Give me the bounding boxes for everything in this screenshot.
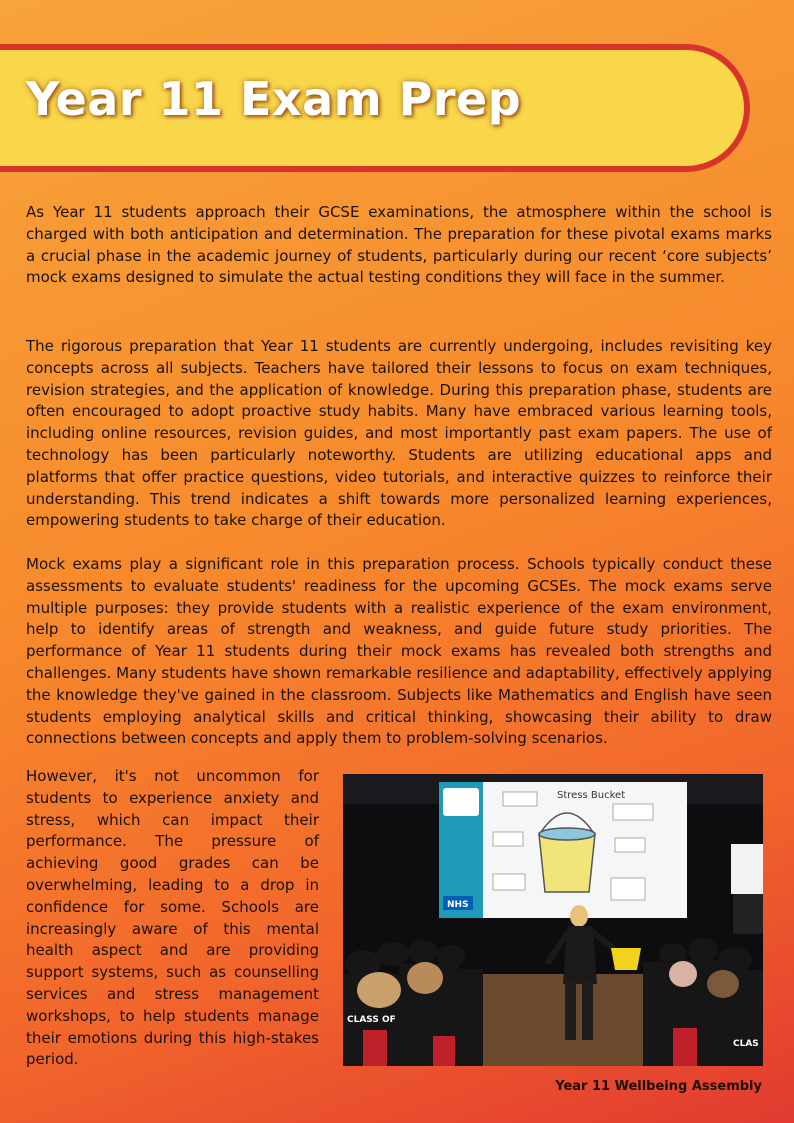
page-title: Year 11 Exam Prep — [26, 72, 522, 126]
svg-text:CLAS: CLAS — [733, 1039, 759, 1049]
article-paragraph: The rigorous preparation that Year 11 students are currently undergoing, includes revisiting key concepts across all subjects. Teachers have tailored their lessons to focus on exam techniques, revision strategies, and the application of knowledge. During this preparation phase, students are often encouraged to adopt proactive study habits. Many have embraced various learning tools, including online resources, revision guides, and most importantly past exam papers. The use of technology has been particularly noteworthy. Students are utilizing educational apps and platforms that offer practice questions, video tutorials, and interactive quizzes to reinforce their understanding. This trend indicates a shift towards more personalized learning experiences, empowering students to take charge of their education. — [26, 337, 772, 530]
slide-title: Stress Bucket — [557, 790, 626, 801]
article-paragraph: However, it's not uncommon for students to experience anxiety and stress, which can impact their performance. The pressure of achieving good grades can be overwhelming, leading to a drop in confidence for some. Schools are increasingly aware of this mental health aspect and are providing support systems, such as counselling services and stress management workshops, to help students manage their emotions during this high-stakes period. — [26, 767, 319, 1069]
article-paragraph: As Year 11 students approach their GCSE examinations, the atmosphere within the school is charged with both anticipation and determination. The preparation for these pivotal exams marks a crucial phase in the academic journey of students, particularly during our recent ‘core subjects’ mock exams designed to simulate the actual testing conditions they will face in the summer. — [26, 203, 772, 287]
photo-caption: Year 11 Wellbeing Assembly — [555, 1079, 762, 1094]
assembly-photo-illustration — [343, 774, 763, 1066]
assembly-photo — [343, 774, 763, 1066]
svg-text:CLASS OF: CLASS OF — [347, 1015, 396, 1025]
article-paragraph: Mock exams play a significant role in this preparation process. Schools typically conduct these assessments to evaluate students' readiness for the upcoming GCSEs. The mock exams serve multiple purposes: they provide students with a realistic experience of the exam environment, help to identify areas of strength and weakness, and guide future study priorities. The performance of Year 11 students during their mock exams has revealed both strengths and challenges. Many students have shown remarkable resilience and adaptability, effectively applying the knowledge they've gained in the classroom. Subjects like Mathematics and English have seen students employing analytical skills and critical thinking, showcasing their ability to draw connections between concepts and apply them to problem-solving scenarios. — [26, 555, 772, 748]
nhs-logo: NHS — [447, 900, 469, 910]
